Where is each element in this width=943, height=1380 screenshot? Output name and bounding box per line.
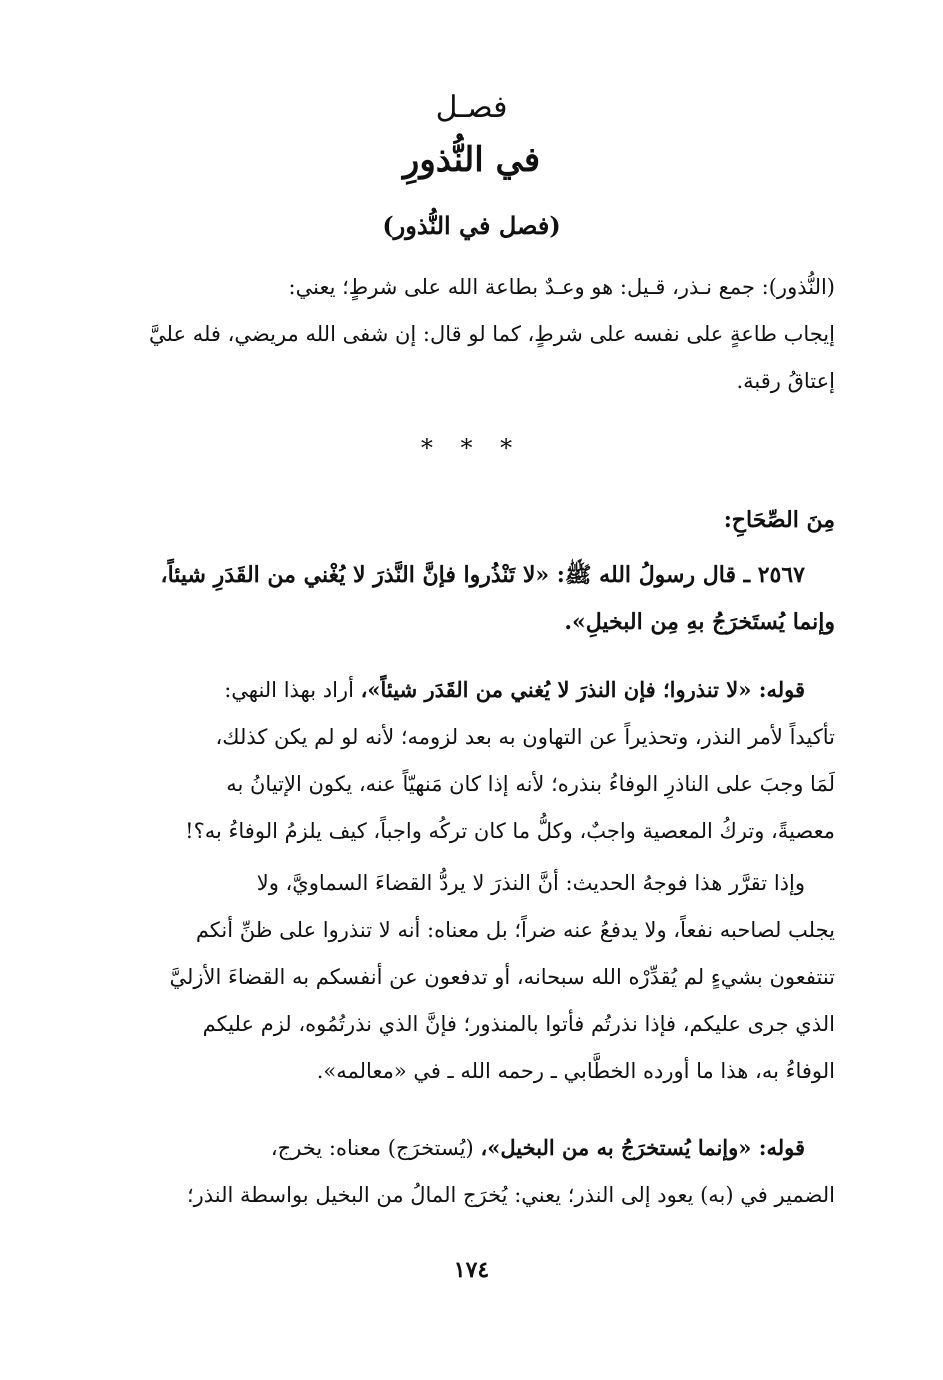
commentary-quote: قوله: «لا تنذروا؛ فإن النذرَ لا يُغني من القَدَر شيئاً»، — [360, 677, 805, 702]
commentary-line: الوفاءُ به، هذا ما أورده الخطَّابي ـ رحمه الله ـ في «معالمه». — [316, 1059, 835, 1083]
intro-line: إعتاقُ رقبة. — [736, 369, 835, 393]
commentary-line: الضمير في (به) يعود إلى النذر؛ يعني: يُخرَج المالُ من البخيل بواسطة النذر؛ — [186, 1183, 835, 1207]
intro-line: إيجاب طاعةٍ على نفسه على شرطٍ، كما لو قال: إن شفى الله مريضي، فله عليَّ — [149, 322, 835, 346]
commentary-text: أراد بهذا النهي: — [224, 678, 361, 702]
page-number: ١٧٤ — [453, 1257, 490, 1283]
book-page — [108, 0, 835, 1380]
commentary-line: لَمَا وجبَ على الناذرِ الوفاءُ بنذره؛ لأنه إذا كان مَنهيّاً عنه، يكون الإتيانُ به — [226, 772, 835, 796]
commentary-line: يجلب لصاحبه نفعاً، ولا يدفعُ عنه ضراً؛ بل معناه: أنه لا تنذروا على ظنِّ أنكم — [195, 918, 835, 942]
commentary-paragraph-3 — [108, 1124, 835, 1219]
commentary-text: (يُستخرَج) معناه: يخرج، — [270, 1136, 481, 1160]
commentary-line: الذي جرى عليكم، فإذا نذرتُم فأتوا بالمنذور؛ فإنَّ الذي نذرتُمُوه، لزم عليكم — [202, 1012, 835, 1036]
commentary-line: وإذا تقرَّر هذا فوجهُ الحديث: أنَّ النذرَ لا يردُّ القضاءَ السماويَّ، ولا — [256, 871, 805, 895]
section-heading: (فصل في النُّذور) — [382, 211, 561, 240]
section-separator: * * * — [420, 434, 523, 462]
commentary-paragraph-2 — [108, 860, 835, 1095]
source-label: مِنَ الصِّحَاحِ: — [723, 507, 835, 533]
chapter-label: فصـل — [435, 90, 508, 125]
intro-line: (النُّذور): جمع نـذر، قـيل: هو وعـدٌ بطاعة الله على شرطٍ؛ يعني: — [288, 275, 835, 299]
commentary-first-line — [108, 666, 835, 714]
commentary-line: معصيةً، وتركُ المعصية واجبٌ، وكلُّ ما كان تركُه واجباً، كيف يلزمُ الوفاءُ به؟! — [185, 819, 835, 843]
commentary-quote: قوله: «وإنما يُستخرَجُ به من البخيل»، — [480, 1135, 805, 1160]
hadith-text — [108, 552, 835, 646]
commentary-line: تأكيداً لأمر النذر، وتحذيراً عن التهاون به بعد لزومه؛ لأنه لو لم يكن كذلك، — [215, 725, 835, 749]
hadith-line: ٢٥٦٧ ـ قال رسولُ الله ﷺ: «لا تَنْذُروا فإنَّ النَّذرَ لا يُغْني من القَدَرِ شيئاً، — [160, 562, 805, 588]
commentary-line: تنتفعون بشيءٍ لم يُقدِّرْه الله سبحانه، أو تدفعون عن أنفسكم به القضاءَ الأزليَّ — [169, 965, 835, 989]
intro-paragraph — [108, 264, 835, 405]
commentary-first-line — [108, 1124, 835, 1172]
commentary-paragraph-1 — [108, 666, 835, 855]
hadith-line: وإنما يُستَخرَجُ بهِ مِن البخيلِ». — [564, 609, 835, 635]
chapter-title: في النُّذورِ — [402, 140, 541, 180]
